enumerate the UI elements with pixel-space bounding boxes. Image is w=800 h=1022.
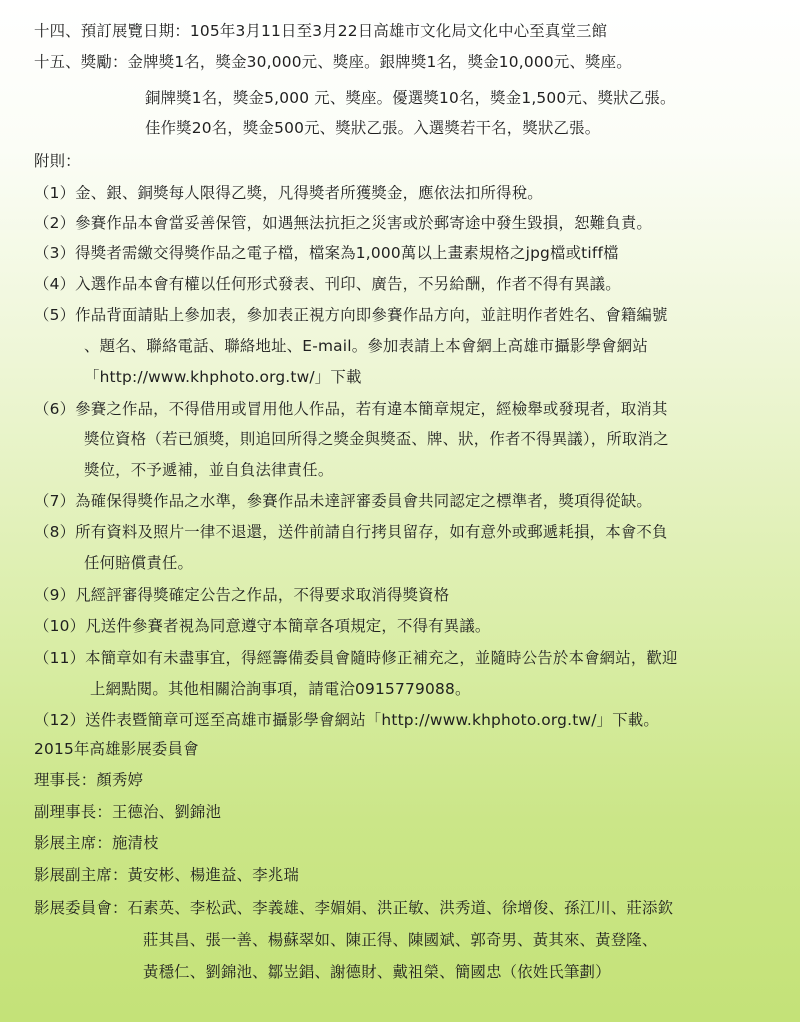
awards-line-3: 佳作獎20名，獎金500元、獎狀乙張。入選獎若干名，獎狀乙張。: [145, 119, 601, 137]
committee-members-line-1: 影展委員會：石素英、李松武、李義雄、李媚娟、洪正敏、洪秀道、徐增俊、孫江川、莊添欽: [34, 899, 674, 917]
rule-9: （9）凡經評審得獎確定公告之作品，不得要求取消得獎資格: [34, 586, 450, 604]
rule-1: （1）金、銀、銅獎每人限得乙獎，凡得獎者所獲獎金，應依法扣所得稅。: [34, 184, 543, 202]
rule-6-line-3: 獎位，不予遞補，並自負法律責任。: [84, 461, 334, 479]
committee-members-line-3: 黃穩仁、劉錦池、鄒岦錩、謝德財、戴祖榮、簡國忠（依姓氏筆劃）: [143, 963, 611, 981]
awards-line-1: 十五、獎勵：金牌獎1名，獎金30,000元、獎座。銀牌獎1名，獎金10,000元、獎座。: [34, 53, 632, 71]
committee-exhibition-chair: 影展主席：施清枝: [34, 834, 159, 852]
rule-2: （2）參賽作品本會當妥善保管，如遇無法抗拒之災害或於郵寄途中發生毀損，恕難負責。: [34, 214, 653, 232]
rule-11-line-2: 上網點閱。其他相關洽詢事項，請電洽0915779088。: [90, 680, 471, 698]
awards-line-2: 銅牌獎1名，獎金5,000 元、獎座。優選獎10名，獎金1,500元、獎狀乙張。: [145, 89, 676, 107]
rule-6-line-1: （6）參賽之作品，不得借用或冒用他人作品，若有違本簡章規定，經檢舉或發現者，取消其: [34, 400, 668, 418]
rule-7: （7）為確保得獎作品之水準，參賽作品未達評審委員會共同認定之標準者，獎項得從缺。: [34, 492, 653, 510]
rule-5-line-1: （5）作品背面請貼上參加表，參加表正視方向即參賽作品方向，並註明作者姓名、會籍編號: [34, 306, 668, 324]
committee-title: 2015年高雄影展委員會: [34, 740, 199, 758]
committee-vice-chairman: 副理事長：王德治、劉錦池: [34, 803, 222, 821]
committee-chairman: 理事長：顏秀婷: [34, 771, 144, 789]
rule-5-line-2: 、題名、聯絡電話、聯絡地址、E-mail。參加表請上本會網上高雄市攝影學會網站: [84, 337, 648, 355]
rule-4: （4）入選作品本會有權以任何形式發表、刊印、廣告，不另給酬，作者不得有異議。: [34, 275, 621, 293]
rule-11-line-1: （11）本簡章如有未盡事宜，得經籌備委員會隨時修正補充之，並隨時公告於本會網站，歡迎: [34, 649, 678, 667]
appendix-title: 附則：: [34, 152, 81, 170]
committee-exhibition-vice-chair: 影展副主席：黃安彬、楊進益、李兆瑞: [34, 866, 300, 884]
exhibition-date-line: 十四、預訂展覽日期：105年3月11日至3月22日高雄市文化局文化中心至真堂三館: [34, 22, 608, 40]
rule-8-line-2: 任何賠償責任。: [84, 554, 194, 572]
rule-3: （3）得獎者需繳交得獎作品之電子檔，檔案為1,000萬以上畫素規格之jpg檔或tiff檔: [34, 244, 619, 262]
rule-12: （12）送件表暨簡章可逕至高雄市攝影學會網站「http://www.khphoto.org.tw/」下載。: [34, 711, 659, 729]
rule-10: （10）凡送件參賽者視為同意遵守本簡章各項規定，不得有異議。: [34, 617, 491, 635]
rule-6-line-2: 獎位資格（若已頒獎，則追回所得之獎金與獎盃、牌、狀，作者不得異議），所取消之: [84, 430, 669, 448]
committee-members-line-2: 莊其昌、張一善、楊蘇翠如、陳正得、陳國斌、郭奇男、黃其來、黃登隆、: [143, 931, 658, 949]
rule-8-line-1: （8）所有資料及照片一律不退還，送件前請自行拷貝留存，如有意外或郵遞耗損，本會不負: [34, 523, 668, 541]
rule-5-line-3: 「http://www.khphoto.org.tw/」下載: [84, 368, 362, 386]
